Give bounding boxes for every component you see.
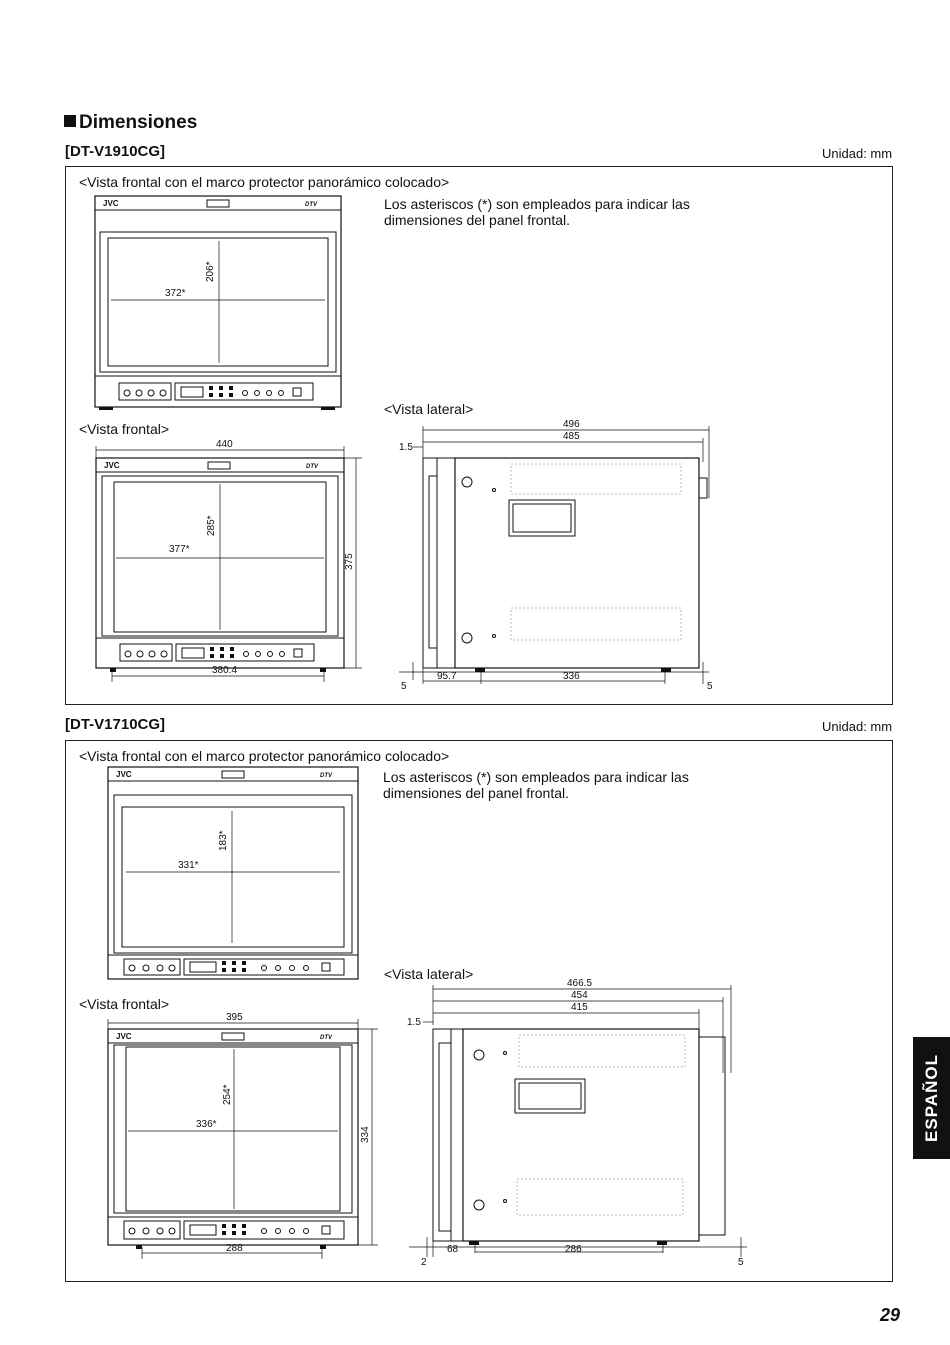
model-1-drawing-box xyxy=(65,166,893,705)
model-1-side-drawing xyxy=(391,418,721,693)
language-tab: ESPAÑOL xyxy=(913,1037,950,1159)
m2-depth-total-value: 466.5 xyxy=(567,978,593,989)
dtv-logo: DTV xyxy=(306,464,318,470)
m1-depth-value: 485 xyxy=(563,431,580,442)
model-1-front-label: <Vista frontal> xyxy=(79,421,170,437)
model-2-unit: Unidad: mm xyxy=(822,719,893,734)
m2-foot-offset-value: 68 xyxy=(447,1244,459,1255)
bullet-square-icon xyxy=(64,115,76,127)
m2-height-value: 334 xyxy=(360,1126,371,1143)
model-1-title: [DT-V1910CG] xyxy=(65,143,166,160)
m1-screen-height-value: 285* xyxy=(206,515,217,536)
m2-foot-front-value: 2 xyxy=(421,1257,427,1268)
jvc-logo: JVC xyxy=(116,770,132,779)
jvc-logo: JVC xyxy=(103,199,119,208)
dtv-logo: DTV xyxy=(320,1035,332,1041)
model-2-title: [DT-V1710CG] xyxy=(65,716,166,733)
m2-frame-height-value: 183* xyxy=(218,830,229,851)
section-title: Dimensiones xyxy=(64,112,197,134)
m1-front-offset-value: 1.5 xyxy=(399,442,413,453)
model-2-side-drawing xyxy=(401,978,756,1268)
model-1-front-frame-drawing xyxy=(95,196,345,411)
model-1-side-label: <Vista lateral> xyxy=(384,401,474,417)
m1-foot-offset-value: 95.7 xyxy=(437,671,457,682)
model-2-front-drawing xyxy=(106,1012,381,1265)
dtv-logo: DTV xyxy=(305,202,317,208)
model-2-side-label: <Vista lateral> xyxy=(384,966,474,982)
m1-frame-width-value: 372* xyxy=(165,288,186,299)
m1-foot-rear-value: 5 xyxy=(707,681,713,692)
m1-foot-front-value: 5 xyxy=(401,681,407,692)
model-1-front-drawing xyxy=(94,439,364,687)
m2-base-width-value: 288 xyxy=(226,1243,243,1254)
model-1-asterisk-note: Los asteriscos (*) son empleados para indicar las dimensiones del panel frontal. xyxy=(384,196,690,228)
m2-front-offset-value: 1.5 xyxy=(407,1017,421,1028)
m1-base-width-value: 380.4 xyxy=(212,665,238,676)
model-2-front-label: <Vista frontal> xyxy=(79,996,170,1012)
m2-foot-span-value: 286 xyxy=(565,1244,582,1255)
m2-screen-width-value: 336* xyxy=(196,1119,217,1130)
model-2-front-frame-drawing xyxy=(108,767,358,983)
m2-frame-width-value: 331* xyxy=(178,860,199,871)
model-2-front-frame-label: <Vista frontal con el marco protector panorámico colocado> xyxy=(79,748,450,764)
model-2-asterisk-note: Los asteriscos (*) son empleados para indicar las dimensiones del panel frontal. xyxy=(383,769,689,801)
m2-depth-value: 415 xyxy=(571,1002,588,1013)
m2-screen-height-value: 254* xyxy=(222,1084,233,1105)
jvc-logo: JVC xyxy=(116,1032,132,1041)
page-number: 29 xyxy=(880,1305,901,1325)
m1-depth-total-value: 496 xyxy=(563,419,580,430)
m1-frame-height-value: 206* xyxy=(205,261,216,282)
model-1-front-frame-label: <Vista frontal con el marco protector panorámico colocado> xyxy=(79,174,450,190)
m2-overall-width-value: 395 xyxy=(226,1012,243,1023)
jvc-logo: JVC xyxy=(104,461,120,470)
m1-overall-width-value: 440 xyxy=(216,439,233,450)
model-2-drawing-box xyxy=(65,740,893,1282)
m1-screen-width-value: 377* xyxy=(169,544,190,555)
m1-foot-span-value: 336 xyxy=(563,671,580,682)
m2-depth-mid-value: 454 xyxy=(571,990,588,1001)
m2-foot-rear-value: 5 xyxy=(738,1257,744,1268)
dtv-logo: DTV xyxy=(320,773,332,779)
m1-height-value: 375 xyxy=(344,553,355,570)
model-1-unit: Unidad: mm xyxy=(822,146,893,161)
